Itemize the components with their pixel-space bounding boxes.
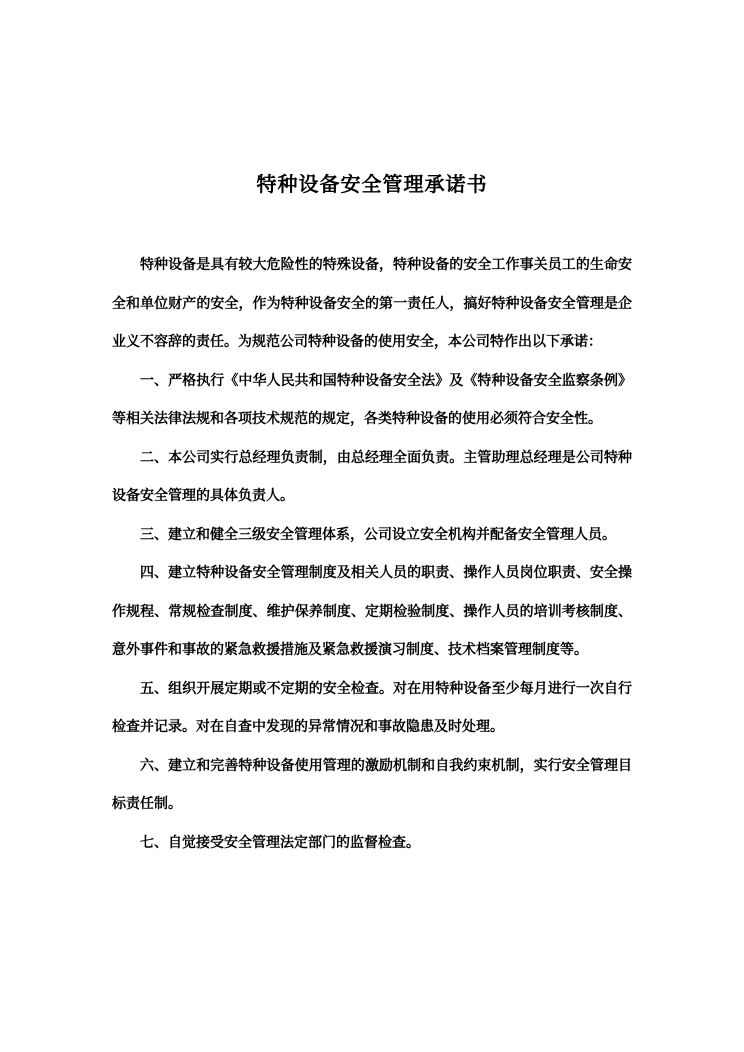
clause-3-paragraph: 三、建立和健全三级安全管理体系，公司设立安全机构并配备安全管理人员。 bbox=[140, 525, 616, 542]
clause-2-paragraph: 二、本公司实行总经理负责制，由总经理全面负责。主管助理总经理是公司特种设备安全管理的具体负责人。 bbox=[112, 448, 632, 503]
clause-1-paragraph: 一、严格执行《中华人民共和国特种设备安全法》及《特种设备安全监察条例》等相关法律法规和各项技术规范的规定，各类特种设备的使用必须符合安全性。 bbox=[112, 371, 632, 426]
clause-5-paragraph: 五、组织开展定期或不定期的安全检查。对在用特种设备至少每月进行一次自行检查并记录。对在自查中发现的异常情况和事故隐患及时处理。 bbox=[112, 679, 632, 734]
clause-6-paragraph: 六、建立和完善特种设备使用管理的激励机制和自我约束机制，实行安全管理目标责任制。 bbox=[112, 756, 632, 811]
intro-paragraph: 特种设备是具有较大危险性的特殊设备，特种设备的安全工作事关员工的生命安全和单位财产的安全，作为特种设备安全的第一责任人，搞好特种设备安全管理是企业义不容辞的责任。为规范公司特种设备的使用安全，本公司特作出以下承诺： bbox=[112, 256, 632, 349]
clause-4-paragraph: 四、建立特种设备安全管理制度及相关人员的职责、操作人员岗位职责、安全操作规程、常规检查制度、维护保养制度、定期检验制度、操作人员的培训考核制度、意外事件和事故的紧急救援措施及紧急救援演习制度、技术档案管理制度等。 bbox=[112, 564, 632, 657]
clause-7-paragraph: 七、自觉接受安全管理法定部门的监督检查。 bbox=[140, 833, 420, 850]
document-title: 特种设备安全管理承诺书 bbox=[256, 174, 488, 196]
document-body bbox=[112, 245, 632, 861]
